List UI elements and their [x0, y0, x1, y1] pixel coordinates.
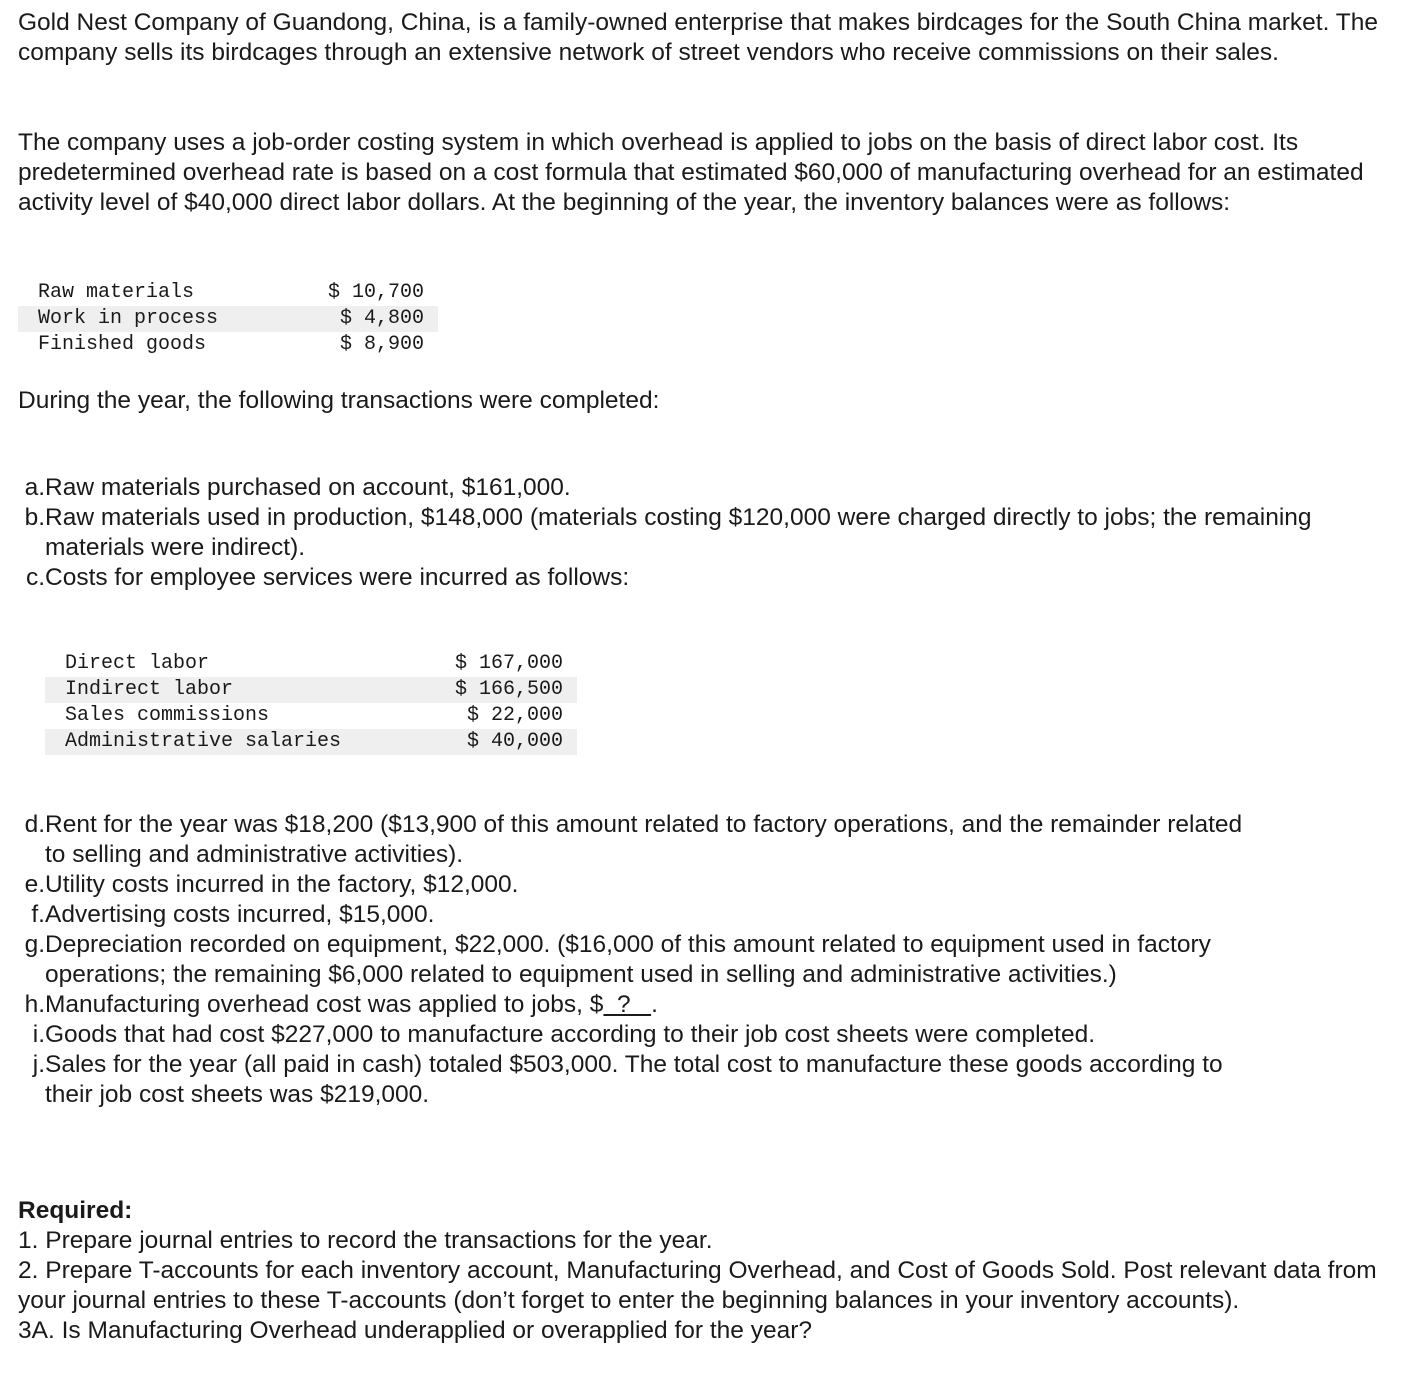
- transactions-list-a-c: [18, 473, 1388, 593]
- list-item: [18, 563, 1388, 593]
- transactions-list-d-j: [18, 810, 1248, 1110]
- list-item: [18, 503, 1388, 563]
- item-label: f.: [31, 901, 45, 928]
- labor-costs-table: [45, 651, 577, 755]
- inventory-label: Work in process: [18, 306, 266, 332]
- inventory-label: Raw materials: [38, 281, 195, 304]
- list-item: [18, 810, 1248, 870]
- required-item: 3A. Is Manufacturing Overhead underapplied or overapplied for the year?: [18, 1317, 813, 1344]
- item-text: Goods that had cost $227,000 to manufacture according to their job cost sheets were completed.: [45, 1021, 1096, 1048]
- labor-row: [45, 651, 577, 677]
- inventory-row: [18, 280, 438, 306]
- item-text: Utility costs incurred in the factory, $12,000.: [45, 871, 519, 898]
- labor-amount: $ 40,000: [445, 729, 577, 755]
- inventory-row: [18, 332, 438, 358]
- item-text: Depreciation recorded on equipment, $22,000. ($16,000 of this amount related to equipment used in factory operations; the remaining $6,000 related to equipment used in selling and administrative activities.): [45, 931, 1211, 988]
- inventory-table: [18, 280, 438, 358]
- item-label: i.: [32, 1021, 45, 1048]
- inventory-row: [18, 306, 438, 332]
- labor-label: Administrative salaries: [45, 729, 445, 755]
- inventory-amount: $ 4,800: [266, 306, 438, 332]
- list-item: [18, 1020, 1248, 1050]
- item-label: e.: [24, 871, 45, 898]
- item-text: Sales for the year (all paid in cash) totaled $503,000. The total cost to manufacture these goods according to their job cost sheets was $219,000.: [45, 1051, 1223, 1108]
- item-label: h.: [24, 991, 45, 1018]
- inventory-label: Finished goods: [38, 333, 207, 356]
- labor-label: Indirect labor: [45, 677, 445, 703]
- labor-amount: $ 167,000: [454, 652, 563, 675]
- list-item: [18, 990, 1248, 1020]
- during-paragraph: During the year, the following transactions were completed:: [18, 387, 660, 414]
- item-label: b.: [24, 504, 45, 531]
- list-item: [18, 900, 1248, 930]
- item-label: d.: [24, 811, 45, 838]
- inventory-amount: $ 8,900: [339, 333, 424, 356]
- labor-amount: $ 22,000: [466, 704, 563, 727]
- labor-row: [45, 729, 577, 755]
- item-text-end: .: [651, 991, 658, 1018]
- item-label: c.: [25, 564, 45, 591]
- labor-amount: $ 166,500: [445, 677, 577, 703]
- item-label: g.: [24, 931, 45, 958]
- answer-blank: ?: [603, 991, 652, 1018]
- list-item: [18, 870, 1248, 900]
- costing-paragraph: The company uses a job-order costing system in which overhead is applied to jobs on the basis of direct labor cost. Its predetermined overhead rate is based on a cost formula that estimated $60,000 of manufacturing overhead for an estimated activity level of $40,000 direct labor dollars. At the beginning of the year, the inventory balances were as follows:: [18, 129, 1364, 216]
- item-label: a.: [24, 474, 45, 501]
- list-item: [18, 1050, 1248, 1110]
- item-text: Raw materials purchased on account, $161,000.: [45, 474, 571, 501]
- item-text: Advertising costs incurred, $15,000.: [45, 901, 435, 928]
- list-item: [18, 930, 1248, 990]
- intro-paragraph: Gold Nest Company of Guandong, China, is a family-owned enterprise that makes birdcages for the South China market. The company sells its birdcages through an extensive network of street vendors who receive commissions on their sales.: [18, 9, 1379, 66]
- item-text: Manufacturing overhead cost was applied to jobs, $: [45, 991, 604, 1018]
- inventory-amount: $ 10,700: [327, 281, 424, 304]
- item-label: j.: [32, 1051, 45, 1078]
- required-item: 2. Prepare T-accounts for each inventory account, Manufacturing Overhead, and Cost of Goods Sold. Post relevant data from your journal entries to these T-accounts (don’t forget to enter the beginning balances in your inventory accounts).: [18, 1257, 1377, 1314]
- list-item: [18, 473, 1388, 503]
- labor-label: Sales commissions: [65, 704, 270, 727]
- item-text: Rent for the year was $18,200 ($13,900 of this amount related to factory operations, and the remainder related to selling and administrative activities).: [45, 811, 1243, 868]
- required-section: [18, 1196, 1388, 1346]
- required-title: Required:: [18, 1197, 133, 1224]
- labor-label: Direct labor: [65, 652, 210, 675]
- labor-row: [45, 703, 577, 729]
- item-text: Raw materials used in production, $148,000 (materials costing $120,000 were charged directly to jobs; the remaining materials were indirect).: [45, 504, 1312, 561]
- item-text: Costs for employee services were incurred as follows:: [45, 564, 630, 591]
- labor-row: [45, 677, 577, 703]
- required-item: 1. Prepare journal entries to record the transactions for the year.: [18, 1227, 713, 1254]
